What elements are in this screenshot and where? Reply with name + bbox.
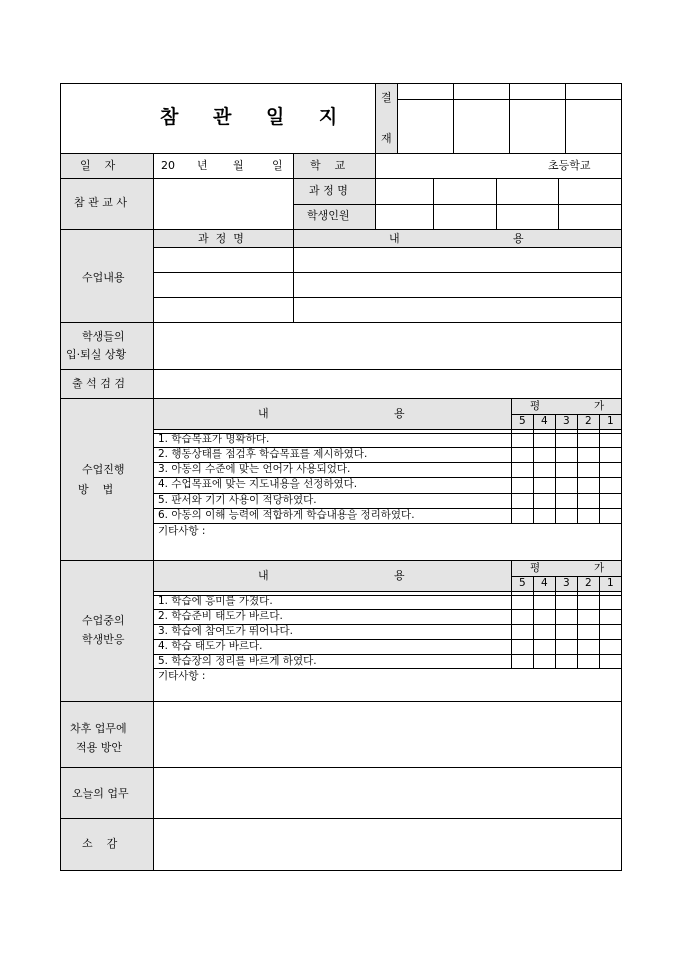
reaction-label-line2: 학생반응 [82,633,125,646]
reaction-item-2: 2. 학습준비 태도가 바르다. [158,610,283,622]
observer-teacher-field[interactable] [154,179,293,229]
method-label-line1: 수업진행 [82,463,125,476]
reaction-score-4: 4 [541,577,548,589]
line-lesson-row2 [153,297,622,298]
form-title: 참 관 일 지 [160,106,352,128]
reaction-score-col-3 [577,576,578,669]
border-bottom [60,870,622,871]
impression-label: 소 감 [82,837,118,850]
today-work-field[interactable] [154,768,621,818]
method-other: 기타사항 : [158,525,206,537]
movement-label-line1: 학생들의 [82,330,125,343]
course-name-label: 과 정 명 [309,184,348,197]
method-label-line2: 방 법 [78,483,114,496]
followup-label-line1: 차후 업무에 [70,722,127,735]
reaction-col-content-b: 용 [394,569,405,582]
method-eval-b: 가 [594,400,605,412]
school-label-left [293,153,294,229]
method-score-3: 3 [563,415,570,427]
course-col-3 [558,178,559,229]
reaction-score-col-2 [555,576,556,669]
lesson-col-content-b: 용 [513,232,524,245]
method-score-5: 5 [519,415,526,427]
approval-signature-area[interactable] [398,100,621,153]
method-item-2: 2. 행동상태를 점검후 학습목표를 제시하였다. [158,448,368,460]
label-column-shade [60,153,153,870]
line-method-bottom [60,560,622,561]
method-item-5: 5. 판서와 기기 사용이 적당하였다. [158,494,317,506]
line-date-bottom [60,178,622,179]
movement-label-line2: 입·퇴실 상황 [66,348,127,361]
method-item-1: 1. 학습목표가 명확하다. [158,433,270,445]
line-observer-bottom [60,229,622,230]
reaction-item-1: 1. 학습에 흥미를 가졌다. [158,595,273,607]
reaction-eval-a: 평 [530,562,541,574]
reaction-label-line1: 수업중의 [82,614,125,627]
method-score-4: 4 [541,415,548,427]
reaction-item-3: 3. 학습에 참여도가 뛰어나다. [158,625,293,637]
border-left [60,83,61,871]
method-eval-divider [511,398,512,524]
date-month-unit: 월 [233,159,244,172]
student-count-label: 학생인원 [307,209,350,222]
reaction-eval-b: 가 [594,562,605,574]
attendance-field[interactable] [154,370,621,398]
method-row-line-6 [153,523,622,524]
line-lesson-row1 [153,272,622,273]
date-year-prefix: 20 [161,159,175,172]
line-attendance-bottom [60,398,622,399]
approval-label-bottom: 재 [381,132,392,145]
reaction-row-line-5 [153,668,622,669]
reaction-other: 기타사항 : [158,670,206,682]
lesson-col-divider [293,229,294,322]
student-movement-field[interactable] [154,323,621,369]
school-suffix: 초등학교 [548,159,591,172]
date-day-unit: 일 [272,159,283,172]
approval-label-top: 결 [381,91,392,104]
reaction-score-col-1 [533,576,534,669]
reaction-score-2: 2 [585,577,592,589]
date-label: 일 자 [80,159,116,172]
method-item-3: 3. 아동의 수준에 맞는 언어가 사용되었다. [158,463,351,475]
method-col-content-a: 내 [258,407,269,420]
followup-field[interactable] [154,702,621,767]
method-score-2: 2 [585,415,592,427]
school-label: 학 교 [310,159,346,172]
reaction-score-3: 3 [563,577,570,589]
reaction-item-5: 5. 학습장의 정리를 바르게 하였다. [158,655,317,667]
reaction-score-1: 1 [607,577,614,589]
reaction-item-4: 4. 학습 태도가 바르다. [158,640,263,652]
reaction-score-5: 5 [519,577,526,589]
reaction-col-content-a: 내 [258,569,269,582]
lesson-col-content-a: 내 [389,232,400,245]
method-col-content-b: 용 [394,407,405,420]
attendance-label: 출 석 검 검 [72,377,125,390]
course-col-2 [496,178,497,229]
line-course-bottom [293,204,622,205]
method-item-6: 6. 아동의 이해 능력에 적합하게 학습내용을 정리하였다. [158,509,415,521]
method-item-4: 4. 수업목표에 맞는 지도내용을 선정하였다. [158,478,358,490]
line-lesson-header [153,247,622,248]
date-year-unit: 년 [197,159,208,172]
reaction-score-col-4 [599,576,600,669]
school-name-field[interactable] [376,154,544,178]
border-top [60,83,622,84]
course-col-1 [433,178,434,229]
followup-label-line2: 적용 방안 [76,741,123,754]
today-work-label: 오늘의 업무 [72,787,129,800]
lesson-content-label: 수업내용 [82,271,125,284]
impression-field[interactable] [154,819,621,870]
method-score-1: 1 [607,415,614,427]
observer-teacher-label: 참 관 교 사 [74,196,127,209]
lesson-col-course: 과 정 명 [198,232,244,245]
method-eval-a: 평 [530,400,541,412]
